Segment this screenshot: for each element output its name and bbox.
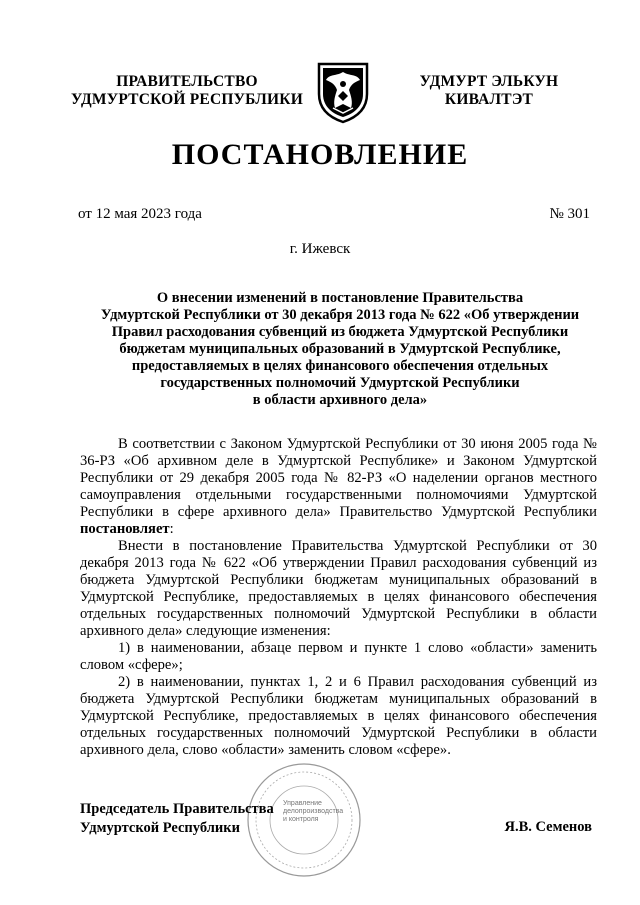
- title-line: Удмуртской Республики от 30 декабря 2013 года № 622 «Об утверждении: [100, 307, 580, 323]
- stamp-line: делопроизводства: [283, 808, 344, 815]
- body-paragraph-amend: Внести в постановление Правительства Удмуртской Республики от 30 декабря 2013 года № 622 «Об утверждении Правил расходования субвенций из бюджета Удмуртской Республики бюджетам муниципальных образований в Удмуртской Республике, предоставляемых в целях финансового обеспечения отдельных государственных полномочий Удмуртской Республики в области архивного дела» следующие изменения:: [80, 538, 597, 639]
- body-paragraph-item2: 2) в наименовании, пунктах 1, 2 и 6 Правил расходования субвенций из бюджета Удмуртской Республики бюджетам муниципальных образований в Удмуртской Республике, предоставляемых в целях финансового обеспечения отдельных государственных полномочий Удмуртской Республики в области архивного дела, слово «области» заменить словом «сфере».: [80, 674, 597, 758]
- document-date: от 12 мая 2023 года: [78, 206, 202, 222]
- body-paragraph-preamble: [80, 436, 597, 538]
- header-left: [70, 73, 304, 109]
- resolves-keyword: постановляет: [80, 521, 170, 537]
- header-right-line1: УДМУРТ ЭЛЬКУН: [419, 73, 559, 90]
- title-line: государственных полномочий Удмуртской Республики: [160, 375, 520, 391]
- title-line: бюджетам муниципальных образований в Удмуртской Республике,: [119, 341, 561, 357]
- preamble-colon: :: [169, 521, 174, 537]
- signatory-position: [80, 800, 274, 838]
- preamble-text: В соответствии с Законом Удмуртской Республики от 30 июня 2005 года № 36-РЗ «Об архивном деле в Удмуртской Республике» и Законом Удмуртской Республики от 29 декабря 2005 года № 82-РЗ «О наделении органов местного самоуправления отдельными государственными полномочиями Удмуртской Республики в сфере архивного дела» Правительство Удмуртской Республики: [80, 436, 597, 520]
- header-right-line2: КИВАЛТЭТ: [444, 91, 534, 108]
- document-body: [80, 436, 597, 759]
- header-right: [404, 73, 574, 109]
- document-type-title: ПОСТАНОВЛЕНИЕ: [171, 138, 469, 171]
- title-line: О внесении изменений в постановление Правительства: [156, 290, 524, 306]
- header-left-line1: ПРАВИТЕЛЬСТВО: [116, 73, 258, 90]
- title-line: предоставляемых в целях финансового обеспечения отдельных: [131, 358, 549, 374]
- body-paragraph-item1: 1) в наименовании, абзаце первом и пункте 1 слово «области» заменить словом «сфере»;: [80, 640, 597, 673]
- document-city: г. Ижевск: [289, 241, 351, 257]
- stamp-line: Управление: [283, 800, 322, 807]
- coat-of-arms-emblem: [315, 60, 371, 124]
- signatory-name: Я.В. Семенов: [504, 819, 592, 835]
- title-line: Правил расходования субвенций из бюджета Удмуртской Республики: [111, 324, 569, 340]
- title-line: в области архивного дела»: [252, 392, 428, 408]
- stamp-line: и контроля: [283, 816, 319, 823]
- signatory-position-line2: Удмуртской Республики: [80, 820, 240, 836]
- document-number: № 301: [549, 206, 590, 222]
- signatory-position-line1: Председатель Правительства: [80, 801, 274, 817]
- header-left-line2: УДМУРТСКОЙ РЕСПУБЛИКИ: [71, 91, 303, 108]
- stamp-text: [283, 800, 343, 824]
- document-title: [70, 290, 610, 409]
